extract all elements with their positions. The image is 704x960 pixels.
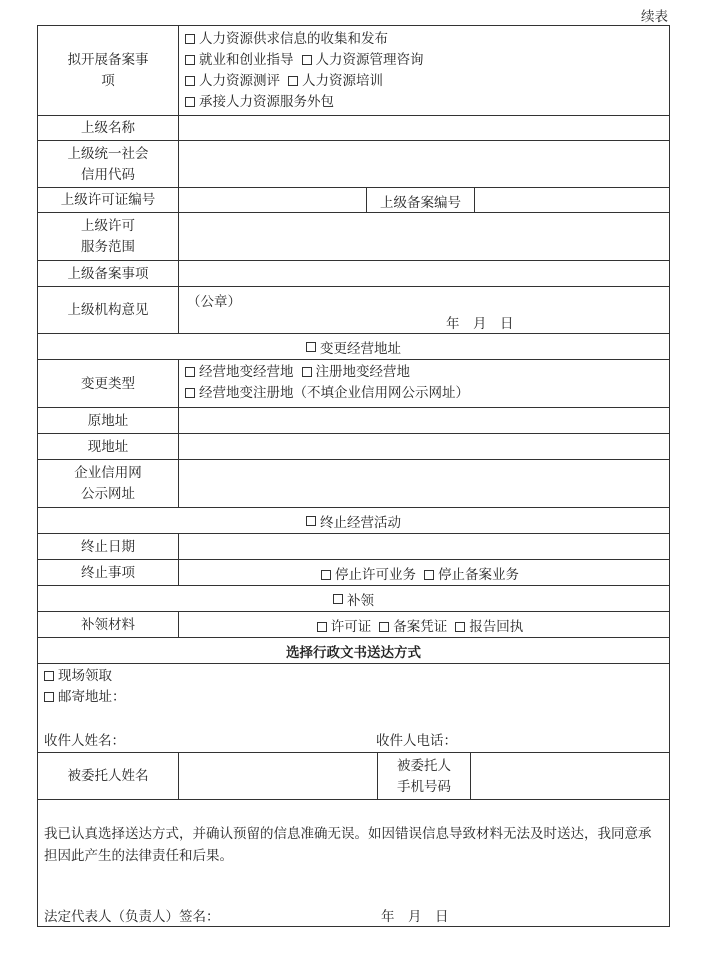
credit-site-label: 企业信用网公示网址	[38, 460, 179, 508]
checkbox-icon[interactable]	[44, 692, 54, 702]
superior-record-items-label: 上级备案事项	[38, 261, 179, 287]
reissue-checkbox[interactable]	[333, 594, 343, 604]
reissue-option[interactable]: 报告回执	[455, 615, 523, 635]
scope-options	[185, 29, 432, 113]
terminate-option[interactable]: 停止许可业务	[321, 563, 416, 583]
scope-option[interactable]: 人力资源培训	[288, 71, 383, 92]
superior-license-scope-field[interactable]	[179, 213, 669, 261]
delivery-options-row	[38, 663, 669, 753]
seal-text: （公章）	[187, 294, 241, 310]
declaration-row	[38, 799, 669, 928]
delivery-option-mail[interactable]: 邮寄地址：	[44, 687, 126, 708]
credit-site-field[interactable]	[179, 460, 669, 508]
delivery-option-onsite[interactable]: 现场领取	[44, 666, 126, 687]
change-address-header	[38, 333, 669, 360]
scope-row	[38, 26, 669, 115]
terminate-header	[38, 507, 669, 534]
reissue-header	[38, 585, 669, 612]
signature-label: 法定代表人（负责人）签名：	[44, 909, 220, 925]
superior-record-items-row	[38, 260, 669, 287]
reissue-materials-row	[38, 611, 669, 638]
delegate-name-label: 被委托人姓名	[38, 753, 179, 800]
checkbox-icon[interactable]	[44, 671, 54, 681]
scope-option[interactable]: 就业和创业指导	[185, 50, 294, 71]
superior-license-no-label: 上级许可证编号	[38, 188, 179, 213]
superior-opinion-label: 上级机构意见	[38, 287, 179, 334]
old-address-row	[38, 407, 669, 434]
new-address-field[interactable]	[179, 434, 669, 460]
checkbox-icon[interactable]	[185, 388, 195, 398]
signature-date: 年 月 日	[381, 909, 449, 925]
change-address-title: 变更经营地址	[320, 341, 401, 357]
change-type-option[interactable]: 经营地变经营地	[185, 362, 294, 383]
reissue-option[interactable]: 许可证	[317, 615, 372, 635]
terminate-items-label: 终止事项	[38, 560, 179, 586]
delegate-row	[38, 752, 669, 800]
checkbox-icon[interactable]	[288, 76, 298, 86]
new-address-label: 现地址	[38, 434, 179, 460]
change-address-checkbox[interactable]	[306, 342, 316, 352]
checkbox-icon[interactable]	[424, 570, 434, 580]
terminate-checkbox[interactable]	[306, 516, 316, 526]
superior-name-row	[38, 115, 669, 141]
terminate-date-field[interactable]	[179, 534, 669, 560]
reissue-title: 补领	[347, 593, 374, 609]
terminate-title: 终止经营活动	[320, 515, 401, 531]
checkbox-icon[interactable]	[185, 34, 195, 44]
scope-option[interactable]: 人力资源管理咨询	[302, 50, 424, 71]
superior-record-items-field[interactable]	[179, 261, 669, 287]
superior-numbers-row	[38, 187, 669, 213]
delegate-phone-label: 被委托人手机号码	[397, 757, 451, 795]
declaration-text: 我已认真选择送达方式，并确认预留的信息准确无误。如因错误信息导致材料无法及时送达，我同意承担因此产生的法律责任和后果。	[44, 826, 652, 864]
change-type-label: 变更类型	[38, 360, 179, 408]
continued-table-label: 续表	[641, 9, 668, 25]
reissue-materials-label: 补领材料	[38, 612, 179, 638]
terminate-option[interactable]: 停止备案业务	[424, 563, 519, 583]
checkbox-icon[interactable]	[302, 55, 312, 65]
change-type-option[interactable]: 经营地变注册地（不填企业信用网公示网址）	[185, 383, 469, 404]
superior-credit-code-label: 上级统一社会信用代码	[38, 141, 179, 188]
checkbox-icon[interactable]	[379, 622, 389, 632]
superior-name-label: 上级名称	[38, 116, 179, 141]
checkbox-icon[interactable]	[185, 55, 195, 65]
scope-option[interactable]: 承接人力资源服务外包	[185, 92, 334, 113]
checkbox-icon[interactable]	[185, 97, 195, 107]
terminate-items-row	[38, 559, 669, 586]
superior-credit-code-field[interactable]	[179, 141, 669, 188]
terminate-date-row	[38, 533, 669, 560]
opinion-date: 年 月 日	[446, 316, 514, 332]
old-address-field[interactable]	[179, 408, 669, 434]
terminate-date-label: 终止日期	[38, 534, 179, 560]
superior-license-scope-label: 上级许可服务范围	[38, 213, 179, 261]
superior-credit-code-row	[38, 140, 669, 188]
recipient-phone-label: 收件人电话：	[376, 733, 457, 749]
checkbox-icon[interactable]	[317, 622, 327, 632]
scope-label: 拟开展备案事项	[38, 26, 179, 115]
checkbox-icon[interactable]	[185, 76, 195, 86]
credit-site-row	[38, 459, 669, 508]
checkbox-icon[interactable]	[302, 367, 312, 377]
superior-opinion-row	[38, 286, 669, 334]
checkbox-icon[interactable]	[321, 570, 331, 580]
delegate-name-field[interactable]	[179, 753, 378, 800]
change-type-options	[185, 362, 477, 404]
change-type-row	[38, 359, 669, 408]
recipient-name-label: 收件人姓名：	[44, 733, 125, 749]
superior-license-no-field[interactable]	[179, 188, 367, 213]
checkbox-icon[interactable]	[185, 367, 195, 377]
scope-option[interactable]: 人力资源测评	[185, 71, 280, 92]
superior-license-scope-row	[38, 212, 669, 261]
superior-opinion-field[interactable]	[179, 287, 669, 334]
application-form	[37, 25, 670, 927]
superior-name-field[interactable]	[179, 116, 669, 141]
superior-record-no-field[interactable]	[475, 188, 669, 213]
scope-option[interactable]: 人力资源供求信息的收集和发布	[185, 29, 388, 50]
new-address-row	[38, 433, 669, 460]
delegate-phone-field[interactable]	[471, 753, 669, 800]
checkbox-icon[interactable]	[455, 622, 465, 632]
old-address-label: 原地址	[38, 408, 179, 434]
change-type-option[interactable]: 注册地变经营地	[302, 362, 411, 383]
delivery-title: 选择行政文书送达方式	[286, 645, 421, 661]
delivery-header	[38, 637, 669, 664]
superior-record-no-label: 上级备案编号	[367, 188, 475, 213]
reissue-option[interactable]: 备案凭证	[379, 615, 447, 635]
